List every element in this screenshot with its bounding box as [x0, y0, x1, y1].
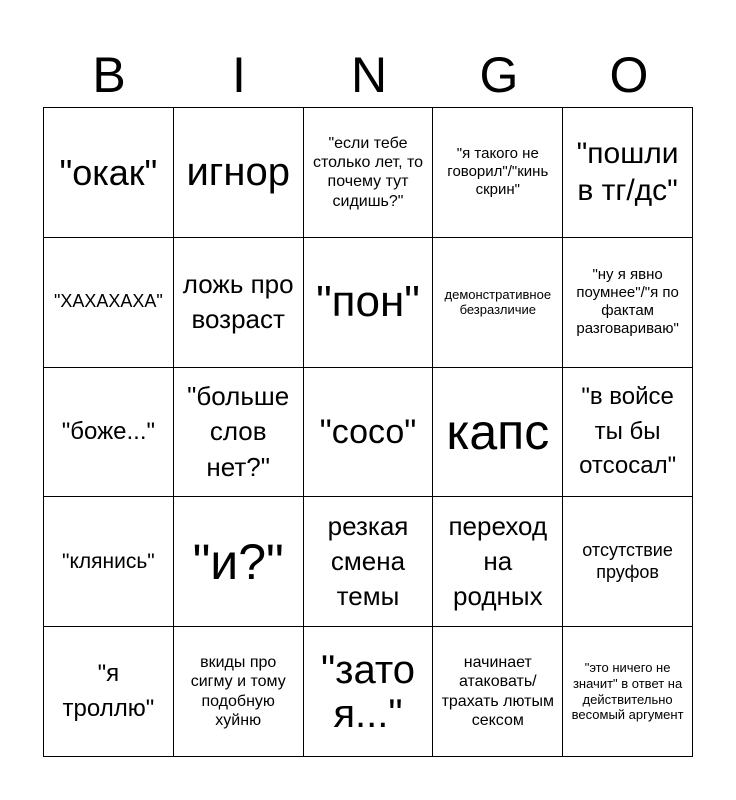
cell-text: начинает атаковать/трахать лютым сексом	[441, 654, 554, 729]
bingo-cell[interactable]	[433, 627, 563, 757]
cell-text: "зато я..."	[320, 647, 415, 736]
cell-text: "пон"	[316, 276, 420, 326]
cell-text: "я троллю"	[62, 659, 155, 722]
bingo-cell[interactable]	[433, 238, 563, 368]
cell-text: "боже..."	[61, 417, 156, 445]
bingo-cell[interactable]	[174, 368, 304, 498]
bingo-header	[44, 40, 694, 110]
bingo-cell[interactable]	[433, 368, 563, 498]
bingo-cell[interactable]	[44, 238, 174, 368]
cell-text: "это ничего не значит" в ответ на действительно весомый аргумент	[571, 660, 684, 723]
bingo-cell[interactable]	[44, 497, 174, 627]
bingo-cell[interactable]	[304, 627, 434, 757]
bingo-cell[interactable]	[304, 368, 434, 498]
cell-text: демонстративное безразличие	[444, 286, 552, 318]
header-letter-n: N	[350, 47, 388, 103]
bingo-cell[interactable]	[563, 497, 693, 627]
bingo-cell[interactable]	[563, 368, 693, 498]
bingo-cell[interactable]	[44, 368, 174, 498]
bingo-cell[interactable]	[304, 497, 434, 627]
bingo-board	[43, 107, 693, 757]
cell-text: "и?"	[192, 533, 284, 590]
bingo-cell[interactable]	[44, 627, 174, 757]
bingo-cell[interactable]	[563, 108, 693, 238]
cell-text: вкиды про сигму и тому подобную хуйню	[190, 654, 286, 729]
cell-text: "я такого не говорил"/"кинь скрин"	[447, 145, 549, 199]
bingo-cell[interactable]	[174, 108, 304, 238]
bingo-cell[interactable]	[174, 238, 304, 368]
bingo-cell[interactable]	[433, 497, 563, 627]
bingo-cell[interactable]	[174, 497, 304, 627]
cell-text: "если тебе столько лет, то почему тут сидишь?"	[312, 135, 424, 210]
cell-text: игнор	[186, 150, 290, 195]
cell-text: "ХАХАХАХА"	[53, 291, 163, 312]
bingo-cell[interactable]	[563, 627, 693, 757]
cell-text: "окак"	[59, 151, 158, 193]
bingo-cell[interactable]	[433, 108, 563, 238]
cell-text: "больше слов нет?"	[187, 381, 290, 482]
bingo-cell[interactable]	[304, 108, 434, 238]
header-letter-o: O	[609, 47, 649, 103]
cell-text: "в войсе ты бы отсосал"	[579, 382, 677, 480]
cell-text: капс	[446, 403, 550, 460]
bingo-cell[interactable]	[563, 238, 693, 368]
header-letter-g: G	[479, 47, 519, 103]
cell-text: "клянись"	[62, 550, 155, 574]
bingo-cell[interactable]	[44, 108, 174, 238]
cell-text: резкая смена темы	[327, 511, 409, 612]
cell-text: отсутствие пруфов	[582, 540, 673, 582]
cell-text: "ну я явно поумнее"/"я по фактам разговариваю"	[576, 266, 679, 338]
header-letter-i: I	[232, 47, 246, 103]
cell-text: ложь про возраст	[182, 269, 294, 335]
bingo-cell[interactable]	[174, 627, 304, 757]
cell-text: "сосо"	[319, 412, 417, 451]
cell-text: переход на родных	[448, 511, 548, 612]
header-letter-b: B	[92, 47, 126, 103]
cell-text: "пошли в тг/дс"	[576, 136, 679, 208]
bingo-cell[interactable]	[304, 238, 434, 368]
